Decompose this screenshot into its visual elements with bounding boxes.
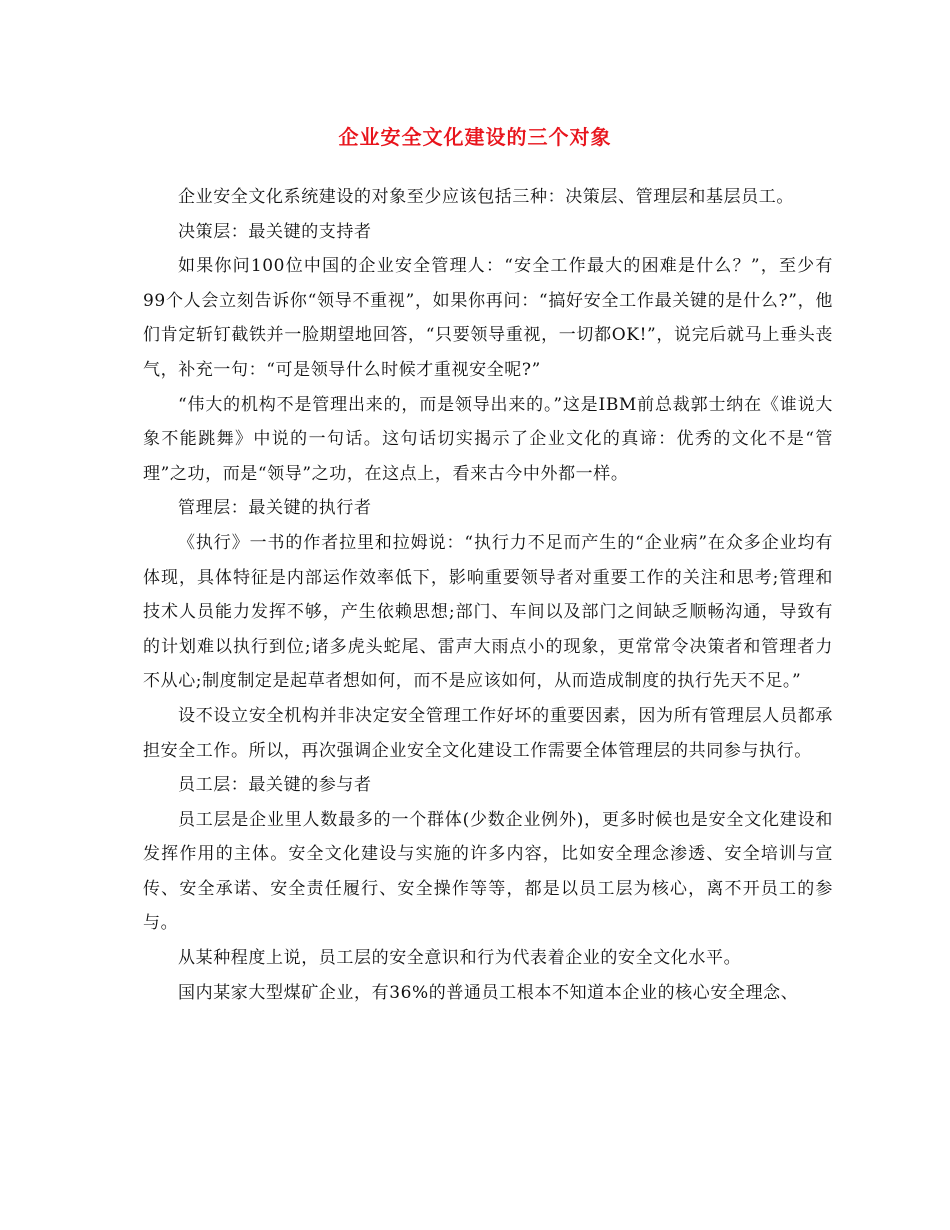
- paragraph-decision-layer: 如果你问100位中国的企业安全管理人：“安全工作最大的困难是什么？”，至少有99个人会立刻告诉你“领导不重视”，如果你再问：“搞好安全工作最关键的是什么?”，他们肯定斩钉截铁并一脸期望地回答，“只要领导重视，一切都OK!”，说完后就马上垂头丧气，补充一句：“可是领导什么时候才重视安全呢?”: [143, 256, 833, 380]
- paragraph-safety-organization: 设不设立安全机构并非决定安全管理工作好坏的重要因素，因为所有管理层人员都承担安全工作。所以，再次强调企业安全文化建设工作需要全体管理层的共同参与执行。: [143, 705, 833, 761]
- paragraph-safety-awareness: 从某种程度上说，员工层的安全意识和行为代表着企业的安全文化水平。: [178, 948, 742, 969]
- paragraph-execution-quote: 《执行》一书的作者拉里和拉姆说：“执行力不足而产生的“企业病”在众多企业均有体现，具体特征是内部运作效率低下，影响重要领导者对重要工作的关注和思考;管理和技术人员能力发挥不够，产生依赖思想;部门、车间以及部门之间缺乏顺畅沟通，导致有的计划难以执行到位;诸多虎头蛇尾、雷声大雨点小的现象，更常常令决策者和管理者力不从心;制度制定是起草者想如何，而不是应该如何，从而造成制度的执行先天不足。”: [143, 532, 833, 692]
- paragraph-coal-mine-example: 国内某家大型煤矿企业，有36%的普通员工根本不知道本企业的核心安全理念、: [178, 982, 799, 1003]
- document-body: [143, 180, 833, 1010]
- paragraph-intro: 企业安全文化系统建设的对象至少应该包括三种：决策层、管理层和基层员工。: [178, 187, 794, 207]
- paragraph-employee-layer: 员工层是企业里人数最多的一个群体(少数企业例外)，更多时候也是安全文化建设和发挥作用的主体。安全文化建设与实施的许多内容，比如安全理念渗透、安全培训与宣传、安全承诺、安全责任履行、安全操作等等，都是以员工层为核心，离不开员工的参与。: [143, 809, 833, 934]
- section-heading-decision-layer: 决策层：最关键的支持者: [178, 221, 372, 242]
- section-heading-management-layer: 管理层：最关键的执行者: [178, 498, 372, 519]
- section-heading-employee-layer: 员工层：最关键的参与者: [178, 775, 372, 796]
- paragraph-ibm-quote: “伟大的机构不是管理出来的，而是领导出来的。”这是IBM前总裁郭士纳在《谁说大象不能跳舞》中说的一句话。这句话切实揭示了企业文化的真谛：优秀的文化不是“管理”之功，而是“领导”之功，在这点上，看来古今中外都一样。: [143, 394, 833, 484]
- document-title: 企业安全文化建设的三个对象: [338, 125, 612, 149]
